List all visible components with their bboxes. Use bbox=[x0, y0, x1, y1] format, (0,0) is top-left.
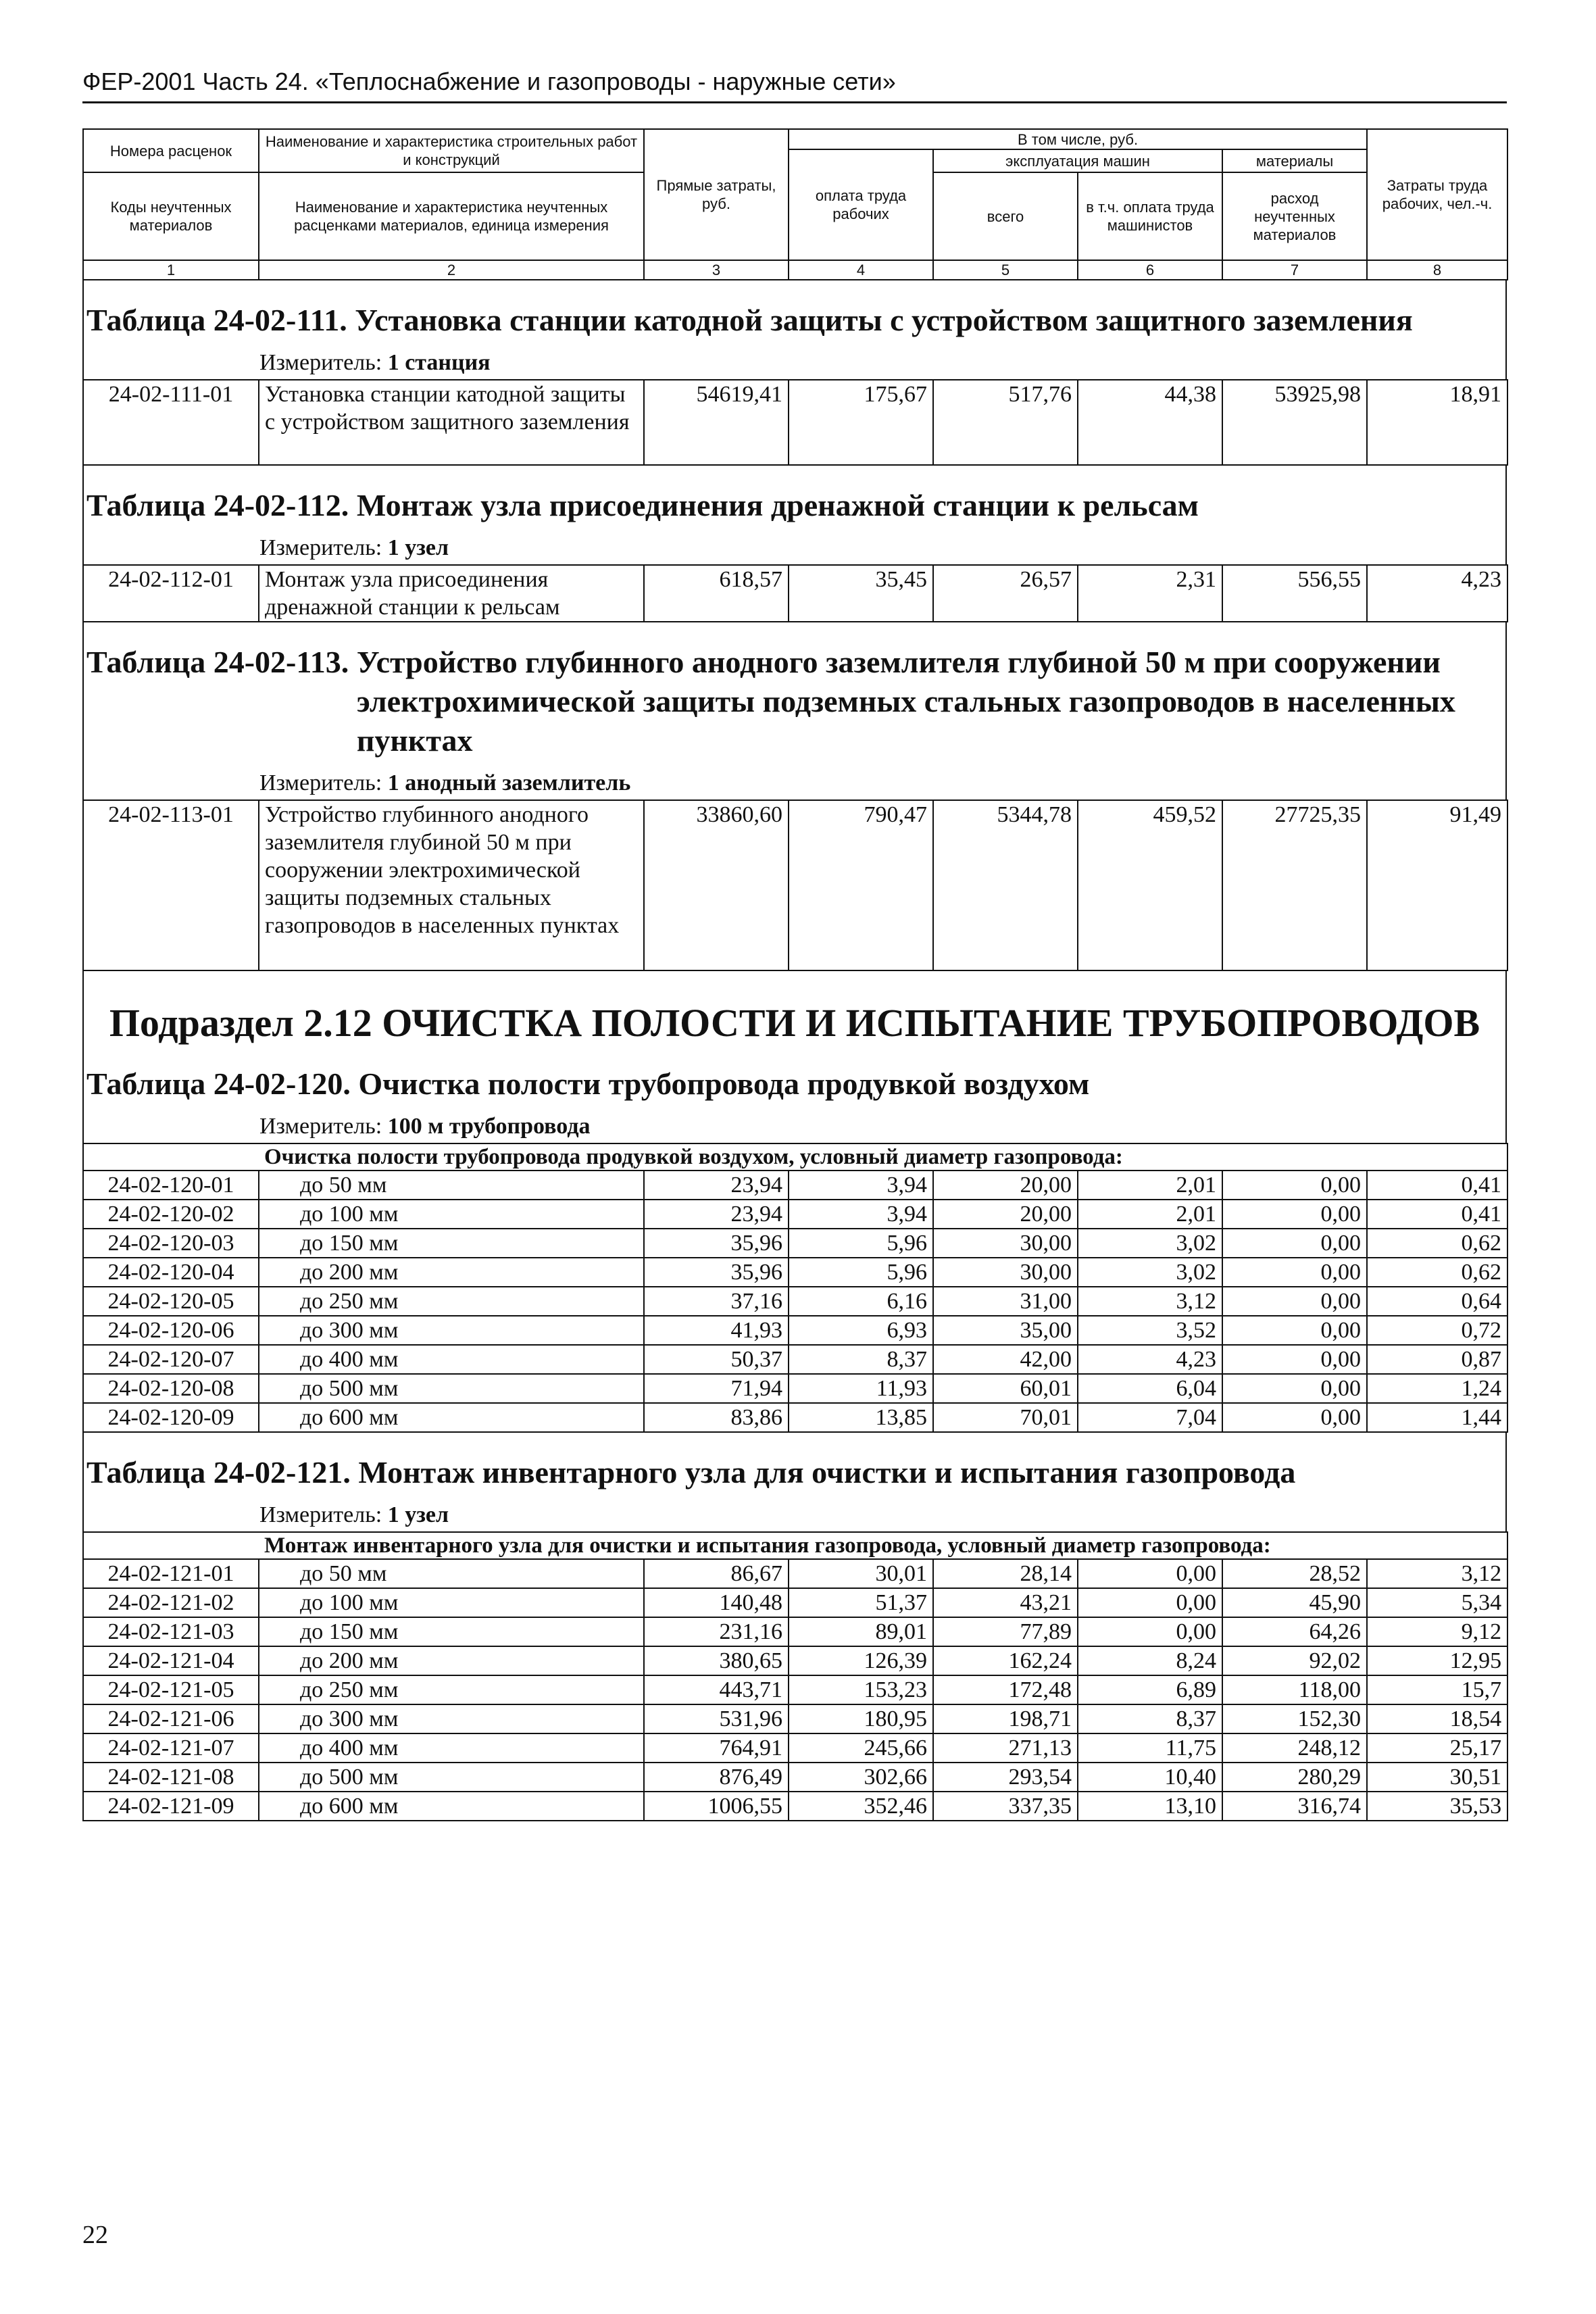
rate-value: 3,02 bbox=[1078, 1258, 1222, 1287]
rate-value: 43,21 bbox=[933, 1588, 1078, 1617]
rate-value: 0,00 bbox=[1222, 1171, 1367, 1200]
rate-value: 11,93 bbox=[789, 1374, 933, 1403]
rate-name: до 250 мм bbox=[259, 1287, 644, 1316]
table-row bbox=[83, 1374, 1507, 1403]
rate-value: 876,49 bbox=[644, 1763, 789, 1792]
data-table-113 bbox=[82, 799, 1508, 971]
rate-value: 280,29 bbox=[1222, 1763, 1367, 1792]
rate-value: 0,00 bbox=[1222, 1403, 1367, 1432]
rate-name: до 200 мм bbox=[259, 1258, 644, 1287]
rate-code: 24-02-121-06 bbox=[83, 1704, 259, 1733]
rate-value: 50,37 bbox=[644, 1345, 789, 1374]
rate-value: 30,51 bbox=[1367, 1763, 1507, 1792]
rate-name: до 250 мм bbox=[259, 1675, 644, 1704]
table-row bbox=[83, 1171, 1507, 1200]
rate-value: 31,00 bbox=[933, 1287, 1078, 1316]
colnum: 4 bbox=[789, 260, 933, 280]
rate-value: 15,7 bbox=[1367, 1675, 1507, 1704]
rate-value: 0,00 bbox=[1222, 1258, 1367, 1287]
rate-code: 24-02-121-02 bbox=[83, 1588, 259, 1617]
header-col5: всего bbox=[933, 172, 1078, 260]
rate-value: 6,16 bbox=[789, 1287, 933, 1316]
rate-value: 35,96 bbox=[644, 1258, 789, 1287]
colnum: 8 bbox=[1367, 260, 1507, 280]
rate-value: 0,00 bbox=[1078, 1559, 1222, 1588]
table-row bbox=[83, 1588, 1507, 1617]
rate-value: 13,85 bbox=[789, 1403, 933, 1432]
rate-name: до 150 мм bbox=[259, 1617, 644, 1646]
colnum: 2 bbox=[259, 260, 644, 280]
rate-value: 2,01 bbox=[1078, 1200, 1222, 1229]
rate-code: 24-02-121-05 bbox=[83, 1675, 259, 1704]
rate-value: 1,24 bbox=[1367, 1374, 1507, 1403]
colnum: 7 bbox=[1222, 260, 1367, 280]
page-header: ФЕР-2001 Часть 24. «Теплоснабжение и газопроводы - наружные сети» bbox=[82, 68, 1507, 103]
rate-value: 6,93 bbox=[789, 1316, 933, 1345]
rate-value: 0,41 bbox=[1367, 1171, 1507, 1200]
rate-value: 86,67 bbox=[644, 1559, 789, 1588]
unit-line: Измеритель: 100 м трубопровода bbox=[259, 1114, 591, 1139]
rate-value: 380,65 bbox=[644, 1646, 789, 1675]
rate-value: 8,37 bbox=[1078, 1704, 1222, 1733]
rate-name: до 100 мм bbox=[259, 1200, 644, 1229]
rate-value: 0,87 bbox=[1367, 1345, 1507, 1374]
column-header-table bbox=[82, 128, 1508, 280]
table-title: Таблица 24-02-113. Устройство глубинного анодного заземлителя глубиной 50 м при сооружении электрохимической защиты подземных стальных газопроводов в населенных пунктах bbox=[86, 645, 1455, 758]
rate-value: 64,26 bbox=[1222, 1617, 1367, 1646]
rate-value: 3,52 bbox=[1078, 1316, 1222, 1345]
rate-value: 3,94 bbox=[789, 1171, 933, 1200]
table-block-113 bbox=[82, 622, 1507, 799]
rate-code: 24-02-120-06 bbox=[83, 1316, 259, 1345]
header-col7: расход неучтенных материалов bbox=[1222, 172, 1367, 260]
rate-value: 8,24 bbox=[1078, 1646, 1222, 1675]
header-machines: эксплуатация машин bbox=[933, 149, 1222, 172]
rate-name: до 300 мм bbox=[259, 1704, 644, 1733]
rate-value: 531,96 bbox=[644, 1704, 789, 1733]
rate-value: 13,10 bbox=[1078, 1792, 1222, 1821]
header-col6: в т.ч. оплата труда машинистов bbox=[1078, 172, 1222, 260]
rows-121 bbox=[83, 1559, 1507, 1821]
rate-code: 24-02-121-07 bbox=[83, 1733, 259, 1763]
rate-value: 3,02 bbox=[1078, 1229, 1222, 1258]
section-block bbox=[82, 971, 1507, 1143]
rate-name: до 400 мм bbox=[259, 1733, 644, 1763]
rate-value: 0,00 bbox=[1222, 1229, 1367, 1258]
rate-value: 5,34 bbox=[1367, 1588, 1507, 1617]
data-table-112 bbox=[82, 564, 1508, 622]
rate-name: до 500 мм bbox=[259, 1374, 644, 1403]
rate-code: 24-02-120-08 bbox=[83, 1374, 259, 1403]
rate-name: до 150 мм bbox=[259, 1229, 644, 1258]
rate-value: 4,23 bbox=[1078, 1345, 1222, 1374]
header-col2-top: Наименование и характеристика строительных работ и конструкций bbox=[259, 129, 644, 172]
rate-name: до 600 мм bbox=[259, 1403, 644, 1432]
rate-value: 30,00 bbox=[933, 1229, 1078, 1258]
rate-value: 1,44 bbox=[1367, 1403, 1507, 1432]
rate-value: 0,64 bbox=[1367, 1287, 1507, 1316]
unit-line: Измеритель: 1 анодный заземлитель bbox=[259, 770, 631, 795]
rate-value: 0,00 bbox=[1222, 1316, 1367, 1345]
table-row bbox=[83, 1675, 1507, 1704]
header-col3: Прямые затраты, руб. bbox=[644, 129, 789, 260]
rate-value: 0,62 bbox=[1367, 1258, 1507, 1287]
table-block-121 bbox=[82, 1433, 1507, 1531]
rate-value: 25,17 bbox=[1367, 1733, 1507, 1763]
rate-value: 30,00 bbox=[933, 1258, 1078, 1287]
rate-value: 60,01 bbox=[933, 1374, 1078, 1403]
rate-value: 1006,55 bbox=[644, 1792, 789, 1821]
rate-value: 6,04 bbox=[1078, 1374, 1222, 1403]
rate-value: 0,00 bbox=[1222, 1200, 1367, 1229]
rate-value: 3,12 bbox=[1078, 1287, 1222, 1316]
table-row bbox=[83, 1345, 1507, 1374]
rate-value: 140,48 bbox=[644, 1588, 789, 1617]
header-col2-bottom: Наименование и характеристика неучтенных расценками материалов, единица измерения bbox=[259, 172, 644, 260]
table-row bbox=[83, 1200, 1507, 1229]
rate-value: 118,00 bbox=[1222, 1675, 1367, 1704]
rate-code: 24-02-121-03 bbox=[83, 1617, 259, 1646]
rate-value: 0,00 bbox=[1222, 1374, 1367, 1403]
header-group: В том числе, руб. bbox=[789, 129, 1367, 149]
rate-value: 23,94 bbox=[644, 1171, 789, 1200]
rate-value: 51,37 bbox=[789, 1588, 933, 1617]
rate-code: 24-02-120-07 bbox=[83, 1345, 259, 1374]
rate-value: 0,72 bbox=[1367, 1316, 1507, 1345]
rate-value: 302,66 bbox=[789, 1763, 933, 1792]
rate-value: 5,96 bbox=[789, 1229, 933, 1258]
colnum: 1 bbox=[83, 260, 259, 280]
rate-value: 45,90 bbox=[1222, 1588, 1367, 1617]
price-sheet bbox=[82, 128, 1507, 1821]
rate-value: 180,95 bbox=[789, 1704, 933, 1733]
header-col1-bottom: Коды неучтенных материалов bbox=[83, 172, 259, 260]
table-title: Таблица 24-02-120. Очистка полости трубопровода продувкой воздухом bbox=[86, 1066, 1090, 1101]
table-title: Таблица 24-02-121. Монтаж инвентарного узла для очистки и испытания газопровода bbox=[86, 1455, 1296, 1490]
table-row bbox=[83, 1287, 1507, 1316]
rate-code: 24-02-120-09 bbox=[83, 1403, 259, 1432]
rate-value: 92,02 bbox=[1222, 1646, 1367, 1675]
header-materials: материалы bbox=[1222, 149, 1367, 172]
rate-value: 89,01 bbox=[789, 1617, 933, 1646]
rate-name: до 400 мм bbox=[259, 1345, 644, 1374]
rate-value: 271,13 bbox=[933, 1733, 1078, 1763]
rate-value: 245,66 bbox=[789, 1733, 933, 1763]
rate-value: 352,46 bbox=[789, 1792, 933, 1821]
data-table-111 bbox=[82, 379, 1508, 466]
rate-value: 28,52 bbox=[1222, 1559, 1367, 1588]
rate-value: 70,01 bbox=[933, 1403, 1078, 1432]
table-row bbox=[83, 1763, 1507, 1792]
section-title: Подраздел 2.12 ОЧИСТКА ПОЛОСТИ И ИСПЫТАНИЕ ТРУБОПРОВОДОВ bbox=[109, 1001, 1480, 1045]
rate-value: 3,94 bbox=[789, 1200, 933, 1229]
rate-value: 172,48 bbox=[933, 1675, 1078, 1704]
table-row bbox=[83, 1316, 1507, 1345]
rate-value: 293,54 bbox=[933, 1763, 1078, 1792]
unit-line: Измеритель: 1 узел bbox=[259, 1502, 449, 1527]
rate-value: 71,94 bbox=[644, 1374, 789, 1403]
table-title: Таблица 24-02-111. Установка станции катодной защиты с устройством защитного заземления bbox=[86, 303, 1413, 337]
rate-value: 3,12 bbox=[1367, 1559, 1507, 1588]
table-title: Таблица 24-02-112. Монтаж узла присоединения дренажной станции к рельсам bbox=[86, 488, 1199, 522]
header-col1-top: Номера расценок bbox=[83, 129, 259, 172]
rate-value: 248,12 bbox=[1222, 1733, 1367, 1763]
rate-value: 11,75 bbox=[1078, 1733, 1222, 1763]
table-row bbox=[83, 1792, 1507, 1821]
rate-value: 126,39 bbox=[789, 1646, 933, 1675]
table-row bbox=[83, 1733, 1507, 1763]
header-col4: оплата труда рабочих bbox=[789, 149, 933, 260]
subhead-row: Монтаж инвентарного узла для очистки и испытания газопровода, условный диаметр газопровода: bbox=[83, 1532, 1507, 1559]
rate-value: 231,16 bbox=[644, 1617, 789, 1646]
rate-value: 0,00 bbox=[1078, 1588, 1222, 1617]
rate-code: 24-02-120-01 bbox=[83, 1171, 259, 1200]
table-row bbox=[83, 1704, 1507, 1733]
rate-value: 7,04 bbox=[1078, 1403, 1222, 1432]
rate-code: 24-02-121-04 bbox=[83, 1646, 259, 1675]
table-row bbox=[83, 1646, 1507, 1675]
rate-name: до 50 мм bbox=[259, 1559, 644, 1588]
rate-name: до 600 мм bbox=[259, 1792, 644, 1821]
rate-value: 10,40 bbox=[1078, 1763, 1222, 1792]
rate-value: 20,00 bbox=[933, 1200, 1078, 1229]
rate-name: до 500 мм bbox=[259, 1763, 644, 1792]
table-row: 24-02-113-01 Устройство глубинного анодного заземлителя глубиной 50 м при сооружении электрохимической защиты подземных стальных газопроводов в населенных пунктах 33860,60 790,47 5344,78 459,52 27725,35 91,49 bbox=[83, 800, 1507, 970]
subhead-row: Очистка полости трубопровода продувкой воздухом, условный диаметр газопровода: bbox=[83, 1143, 1507, 1171]
rate-name: до 300 мм bbox=[259, 1316, 644, 1345]
rate-value: 443,71 bbox=[644, 1675, 789, 1704]
rate-code: 24-02-121-08 bbox=[83, 1763, 259, 1792]
table-block-112 bbox=[82, 466, 1507, 564]
rate-value: 5,96 bbox=[789, 1258, 933, 1287]
rate-code: 24-02-121-01 bbox=[83, 1559, 259, 1588]
rate-code: 24-02-120-05 bbox=[83, 1287, 259, 1316]
rate-value: 18,54 bbox=[1367, 1704, 1507, 1733]
rate-value: 35,00 bbox=[933, 1316, 1078, 1345]
rate-value: 162,24 bbox=[933, 1646, 1078, 1675]
colnum: 6 bbox=[1078, 260, 1222, 280]
rate-value: 9,12 bbox=[1367, 1617, 1507, 1646]
rate-code: 24-02-120-04 bbox=[83, 1258, 259, 1287]
rate-value: 30,01 bbox=[789, 1559, 933, 1588]
rate-name: до 50 мм bbox=[259, 1171, 644, 1200]
rate-value: 28,14 bbox=[933, 1559, 1078, 1588]
rate-value: 41,93 bbox=[644, 1316, 789, 1345]
rows-120 bbox=[83, 1171, 1507, 1432]
rate-name: до 100 мм bbox=[259, 1588, 644, 1617]
rate-value: 153,23 bbox=[789, 1675, 933, 1704]
rate-value: 42,00 bbox=[933, 1345, 1078, 1374]
rate-code: 24-02-121-09 bbox=[83, 1792, 259, 1821]
table-row bbox=[83, 1229, 1507, 1258]
rate-value: 12,95 bbox=[1367, 1646, 1507, 1675]
table-row bbox=[83, 1258, 1507, 1287]
table-block-111 bbox=[82, 280, 1507, 379]
rate-value: 316,74 bbox=[1222, 1792, 1367, 1821]
unit-line: Измеритель: 1 станция bbox=[259, 350, 491, 375]
table-row: 24-02-111-01 Установка станции катодной защиты с устройством защитного заземления 54619,41 175,67 517,76 44,38 53925,98 18,91 bbox=[83, 380, 1507, 465]
rate-value: 35,53 bbox=[1367, 1792, 1507, 1821]
rate-value: 0,00 bbox=[1078, 1617, 1222, 1646]
table-row bbox=[83, 1403, 1507, 1432]
table-row bbox=[83, 1559, 1507, 1588]
table-row: 24-02-112-01 Монтаж узла присоединения дренажной станции к рельсам 618,57 35,45 26,57 2,31 556,55 4,23 bbox=[83, 565, 1507, 622]
unit-line: Измеритель: 1 узел bbox=[259, 535, 449, 560]
rate-value: 2,01 bbox=[1078, 1171, 1222, 1200]
rate-value: 152,30 bbox=[1222, 1704, 1367, 1733]
data-table-121 bbox=[82, 1531, 1508, 1821]
rate-value: 198,71 bbox=[933, 1704, 1078, 1733]
rate-value: 77,89 bbox=[933, 1617, 1078, 1646]
table-row bbox=[83, 1617, 1507, 1646]
rate-code: 24-02-120-02 bbox=[83, 1200, 259, 1229]
rate-value: 0,00 bbox=[1222, 1345, 1367, 1374]
rate-value: 35,96 bbox=[644, 1229, 789, 1258]
page-number: 22 bbox=[82, 2221, 108, 2249]
rate-value: 8,37 bbox=[789, 1345, 933, 1374]
rate-value: 764,91 bbox=[644, 1733, 789, 1763]
column-number-row bbox=[83, 260, 1507, 280]
rate-value: 0,00 bbox=[1222, 1287, 1367, 1316]
rate-value: 20,00 bbox=[933, 1171, 1078, 1200]
rate-value: 0,41 bbox=[1367, 1200, 1507, 1229]
rate-name: до 200 мм bbox=[259, 1646, 644, 1675]
data-table-120 bbox=[82, 1143, 1508, 1433]
rate-value: 337,35 bbox=[933, 1792, 1078, 1821]
rate-value: 6,89 bbox=[1078, 1675, 1222, 1704]
header-col8: Затраты труда рабочих, чел.-ч. bbox=[1367, 129, 1507, 260]
rate-value: 37,16 bbox=[644, 1287, 789, 1316]
rate-code: 24-02-120-03 bbox=[83, 1229, 259, 1258]
rate-value: 0,62 bbox=[1367, 1229, 1507, 1258]
rate-value: 23,94 bbox=[644, 1200, 789, 1229]
colnum: 5 bbox=[933, 260, 1078, 280]
rate-value: 83,86 bbox=[644, 1403, 789, 1432]
colnum: 3 bbox=[644, 260, 789, 280]
